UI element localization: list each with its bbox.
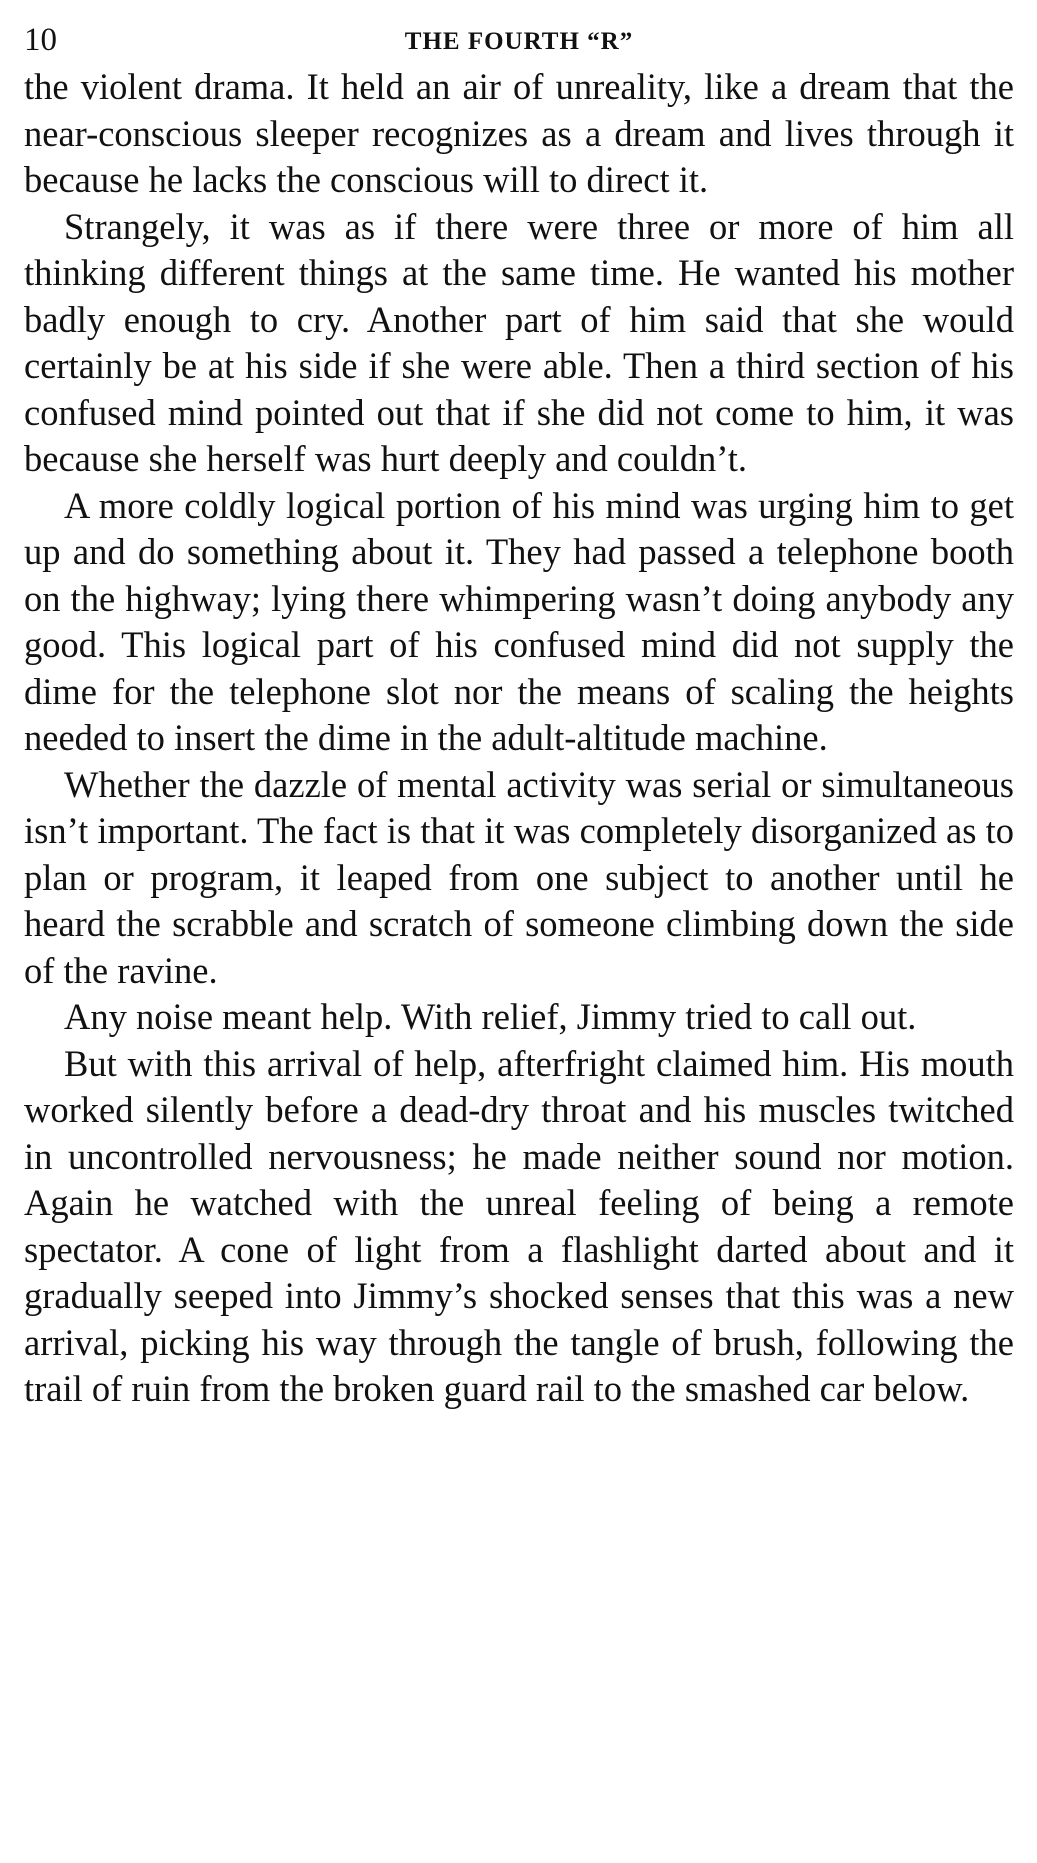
running-title: THE FOURTH “R”: [404, 28, 634, 55]
paragraph-1: the violent drama. It held an air of unreality, like a dream that the near-conscious sleeper recognizes as a dream and lives through it because he lacks the conscious will to direct it.: [24, 66, 1014, 200]
paragraph-3: A more coldly logical portion of his mind was urging him to get up and do something about it. They had passed a telephone booth on the highway; lying there whimpering wasn’t doing anybody any good. This logical part of his confused mind did not supply the dime for the telephone slot nor the means of scaling the heights needed to insert the dime in the adult-altitude machine.: [24, 484, 1014, 758]
body-text: [24, 64, 1014, 1413]
running-head: [24, 18, 1014, 62]
page-number: 10: [24, 22, 57, 58]
paragraph-4: Whether the dazzle of mental activity was serial or simultaneous isn’t important. The fact is that it was completely disorganized as to plan or program, it leaped from one subject to another until he heard the scrabble and scratch of someone climbing down the side of the ravine.: [24, 763, 1014, 991]
book-page: [24, 18, 1014, 1413]
paragraph-6: But with this arrival of help, afterfright claimed him. His mouth worked silently before a dead-dry throat and his muscles twitched in uncontrolled nervousness; he made neither sound nor motion. Again he watched with the unreal feeling of being a remote spectator. A cone of light from a flashlight darted about and it gradually seeped into Jimmy’s shocked senses that this was a new arrival, picking his way through the tangle of brush, following the trail of ruin from the broken guard rail to the smashed car below.: [24, 1042, 1014, 1409]
paragraph-5: Any noise meant help. With relief, Jimmy tried to call out.: [64, 996, 917, 1037]
paragraph-2: Strangely, it was as if there were three or more of him all thinking different things at the same time. He wanted his mother badly enough to cry. Another part of him said that she would certainly be at his side if she were able. Then a third section of his confused mind pointed out that if she did not come to him, it was because she herself was hurt deeply and couldn’t.: [24, 205, 1014, 479]
